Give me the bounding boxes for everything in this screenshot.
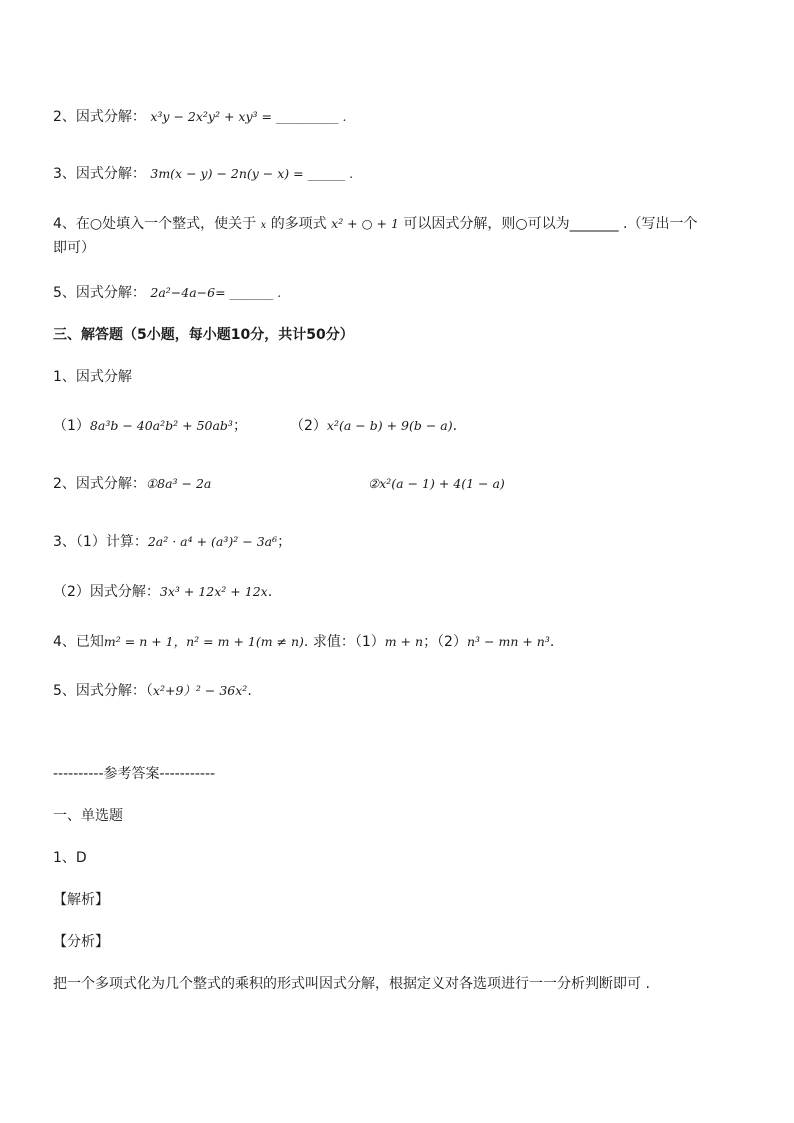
solve-q3: [53, 532, 291, 552]
math-expression: m + n: [384, 634, 424, 649]
solve-q1-part2: [290, 416, 457, 436]
question-number: 3、: [53, 166, 76, 182]
math-expression: x²+9）² − 36x²: [152, 683, 248, 698]
solve-q2-part2: [368, 474, 505, 494]
math-expression: x²(a − b) + 9(b − a): [326, 418, 453, 433]
question-label: （2）因式分解：: [53, 584, 160, 600]
math-expression: x² + ○ + 1: [331, 216, 399, 231]
solve-q1-parts: [53, 416, 247, 436]
math-expression: 8a³b − 40a²b² + 50ab³: [89, 418, 233, 433]
punct: ；: [232, 418, 247, 434]
analysis-text: 把一个多项式化为几个整式的乘积的形式叫因式分解，根据定义对各选项进行一一分析判断即可 .: [53, 976, 650, 992]
question-2: [53, 107, 346, 127]
question-prompt: 在○处填入一个整式，使关于: [75, 216, 257, 232]
question-label: 5、因式分解：（: [53, 683, 153, 699]
punct: ；: [277, 534, 292, 550]
part-label: （1）: [53, 418, 90, 434]
question-prompt: 因式分解：: [75, 285, 146, 301]
question-text: ；（2）: [423, 634, 467, 650]
answer-section-title: 一、单选题: [53, 808, 123, 824]
solve-q1-title: 1、因式分解: [53, 369, 132, 385]
math-expression: m² = n + 1，n² = m + 1(m ≠ n): [103, 634, 304, 649]
question-number: 2、: [53, 109, 76, 125]
question-label: 4、已知: [53, 634, 104, 650]
solve-q3-part2: [53, 582, 272, 602]
math-expression: x³y − 2x²y² + xy³ = __________ .: [150, 109, 347, 124]
section-title: 三、解答题（5小题，每小题10分，共计50分）: [53, 327, 354, 343]
question-prompt: 因式分解：: [75, 166, 146, 182]
solve-q5: [53, 681, 252, 701]
punct: .: [549, 634, 555, 650]
question-number: 5、: [53, 285, 76, 301]
math-expression: 3x³ + 12x² + 12x: [159, 584, 268, 599]
question-5: [53, 283, 281, 303]
question-4-cont: [53, 238, 95, 258]
question-4: [53, 214, 697, 236]
part-label: （2）: [290, 418, 327, 434]
answer-divider: ----------参考答案-----------: [53, 766, 216, 782]
question-text: . 求值：（1）: [303, 634, 385, 650]
tag-parse: 【解析】: [53, 892, 109, 908]
question-prompt-b: 的多项式: [270, 216, 327, 232]
punct: .: [267, 584, 273, 600]
math-expression: n³ − mn + n³: [466, 634, 550, 649]
question-label: 2、因式分解：: [53, 476, 146, 492]
math-expression: ①8a³ − 2a: [145, 476, 212, 491]
math-expression: 3m(x − y) − 2n(y − x) = ______ .: [150, 166, 354, 181]
question-number: 4、: [53, 216, 76, 232]
math-expression: 2a² · a⁴ + (a³)² − 3a⁶: [147, 534, 278, 549]
question-label: 3、（1）计算：: [53, 534, 148, 550]
answer-q1: 1、D: [53, 850, 87, 866]
solve-q4: [53, 632, 554, 652]
question-3: [53, 164, 353, 184]
variable-x: x: [260, 220, 267, 231]
math-expression: ②x²(a − 1) + 4(1 − a): [368, 476, 505, 491]
tag-analysis: 【分析】: [53, 934, 109, 950]
punct: .: [247, 683, 252, 699]
math-expression: 2a²−4a−6= _______ .: [150, 285, 282, 300]
question-prompt-c: 可以因式分解，则○可以为_______ .（写出一个: [403, 216, 698, 232]
punct: .: [452, 418, 458, 434]
question-prompt: 因式分解：: [75, 109, 146, 125]
question-prompt-d: 即可）: [53, 240, 95, 256]
solve-q2: [53, 474, 211, 494]
